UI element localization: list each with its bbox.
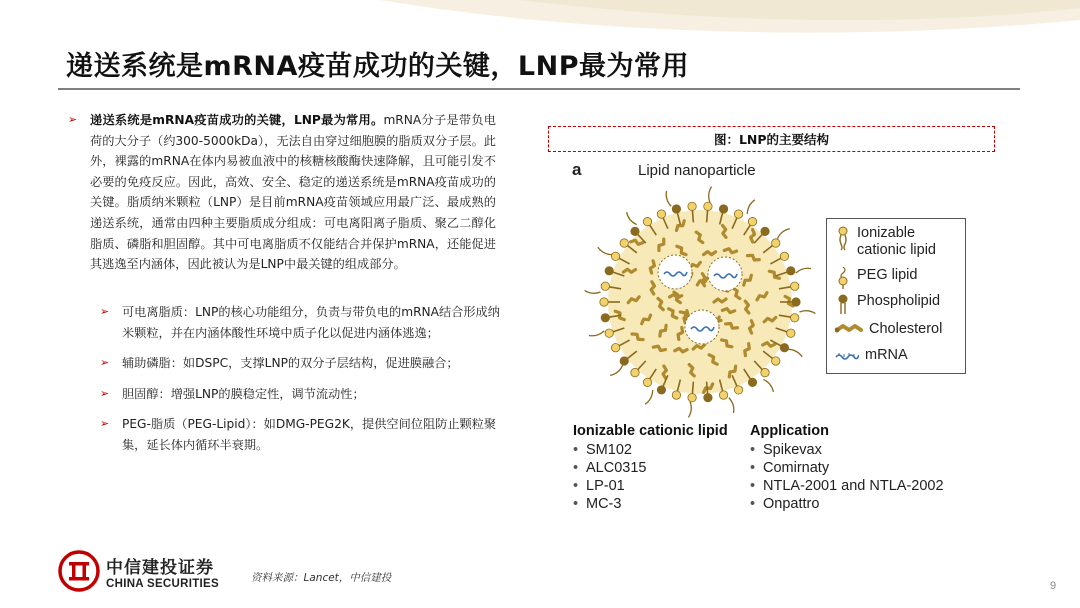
arrow-bullet-icon: ➢ <box>100 305 110 318</box>
lipid-head <box>780 343 788 351</box>
lipid-head <box>704 202 712 210</box>
lipid-head <box>761 227 769 235</box>
list-item: • LP-01 <box>573 477 646 495</box>
list-item: • SM102 <box>573 441 646 459</box>
peg-chain <box>709 187 712 203</box>
lipid-head <box>605 267 613 275</box>
sub-bullet-list <box>100 302 500 466</box>
lipid-head <box>657 386 665 394</box>
cholesterol-molecule <box>663 366 667 378</box>
company-logo <box>58 550 219 592</box>
lipid-head <box>601 282 609 290</box>
lipid-head <box>631 368 639 376</box>
list-item: • Comirnaty <box>750 459 944 477</box>
lipid-head <box>620 239 628 247</box>
lipid-head <box>734 210 742 218</box>
logo-chinese-name: 中信建投证券 <box>106 557 214 578</box>
legend-label: PEG lipid <box>857 267 918 283</box>
lipid-head <box>631 227 639 235</box>
cholesterol-molecule <box>745 301 749 313</box>
figure-caption: 图：LNP的主要结构 <box>548 126 995 152</box>
lipid-nanoparticle-diagram <box>580 182 820 422</box>
sub-bullet-text: PEG-脂质（PEG-Lipid）：如DMG-PEG2K，提供空间位阻防止颗粒聚集，延长体内循环半衰期。 <box>122 417 497 452</box>
cholesterol-molecule <box>723 225 726 237</box>
legend-label: mRNA <box>865 347 908 363</box>
lipid-head <box>611 343 619 351</box>
lipid-head <box>643 217 651 225</box>
lipid-head <box>688 202 696 210</box>
lipid-head <box>787 267 795 275</box>
sub-bullet-text: 辅助磷脂：如DSPC，支撑LNP的双分子层结构，促进膜融合； <box>122 356 459 371</box>
peg-chain <box>645 390 653 404</box>
lipid-head <box>790 282 798 290</box>
lipid-head <box>748 378 756 386</box>
diagram-legend <box>826 218 966 374</box>
lipid-head <box>672 391 680 399</box>
peg-chain <box>688 402 691 418</box>
mrna-icon <box>835 347 859 363</box>
main-bullet-text: mRNA分子是带负电荷的大分子（约300-5000kDa），无法自由穿过细胞膜的脂质双分子层。此外，裸露的mRNA在体内易被血液中的核糖核酸酶快速降解，且可能引发不必要的免疫反应。因此，高效、安全、稳定的递送系统是mRNA疫苗成功的关键。脂质纳米颗粒（LNP）是目前mRNA疫苗领域应用最广泛、最成熟的递送系统，通常由四种主要脂质成分组成：可电离阳离子脂质、聚乙二醇化脂质、磷脂和胆固醇。其中可电离脂质不仅能结合并保护mRNA，还能促进其逃逸至内涵体，因此被认为是LNP中最关键的组成部分。 <box>90 113 496 272</box>
peg-chain <box>627 212 637 224</box>
title-divider <box>58 88 1020 90</box>
sub-bullet-item <box>100 414 500 455</box>
main-bullet <box>68 110 496 275</box>
lipid-head <box>688 393 696 401</box>
peg-chain <box>729 398 734 413</box>
legend-item-phospholipid <box>835 293 940 315</box>
sub-bullet-text: 胆固醇：增强LNP的膜稳定性，调节流动性； <box>122 386 365 401</box>
peg-chain <box>796 268 811 273</box>
peg-chain <box>589 331 604 336</box>
application-heading: Application <box>750 423 829 439</box>
sub-bullet-item <box>100 353 500 374</box>
cholesterol-molecule <box>704 252 716 255</box>
legend-item-peg <box>835 267 917 289</box>
peg-lipid-icon <box>835 267 851 289</box>
page-number: 9 <box>1050 580 1057 592</box>
phospholipid-icon <box>835 293 851 315</box>
source-note: 资料来源：Lancet，中信建投 <box>251 572 392 584</box>
legend-label: Cholesterol <box>869 321 943 337</box>
legend-item-ionizable <box>835 225 957 259</box>
lipid-head <box>600 298 608 306</box>
list-item: • Onpattro <box>750 495 944 513</box>
lipid-head <box>787 329 795 337</box>
peg-chain <box>610 365 622 375</box>
application-list <box>750 441 944 513</box>
lipid-head <box>792 298 800 306</box>
lipid-head <box>780 252 788 260</box>
lipid-head <box>605 329 613 337</box>
list-item: • ALC0315 <box>573 459 646 477</box>
lipid-head <box>601 314 609 322</box>
lipid-head <box>772 239 780 247</box>
lipid-head <box>748 217 756 225</box>
legend-item-mrna <box>835 347 908 364</box>
arrow-bullet-icon: ➢ <box>100 386 110 400</box>
lipid-head <box>611 252 619 260</box>
ionizable-lipid-list <box>573 441 646 513</box>
lipid-head <box>643 378 651 386</box>
cholesterol-molecule <box>623 269 635 272</box>
lipid-head <box>790 314 798 322</box>
lipid-head <box>772 357 780 365</box>
peg-chain <box>788 349 802 357</box>
legend-label: Phospholipid <box>857 293 941 309</box>
cholesterol-icon <box>835 321 863 339</box>
legend-label: Ionizable cationic lipid <box>857 225 936 258</box>
sub-bullet-item <box>100 302 500 343</box>
peg-chain <box>763 379 773 391</box>
peg-chain <box>800 311 816 314</box>
list-item: • Spikevax <box>750 441 944 459</box>
lipid-head <box>734 386 742 394</box>
peg-chain <box>777 229 789 239</box>
peg-chain <box>747 200 755 214</box>
citic-logo-icon <box>58 550 100 592</box>
arrow-bullet-icon: ➢ <box>100 356 110 370</box>
cholesterol-molecule <box>714 299 726 302</box>
list-item: • MC-3 <box>573 495 646 513</box>
lipid-head <box>704 393 712 401</box>
legend-item-cholesterol <box>835 321 942 339</box>
arrow-bullet-icon: ➢ <box>100 417 110 431</box>
sub-bullet-item <box>100 384 500 405</box>
lipid-head <box>672 205 680 213</box>
lipid-head <box>761 368 769 376</box>
arrow-bullet-icon: ➢ <box>68 113 78 126</box>
list-item: • NTLA-2001 and NTLA-2002 <box>750 477 944 495</box>
ionizable-lipid-icon <box>835 225 851 251</box>
lipid-head <box>719 205 727 213</box>
slide-title: 递送系统是mRNA疫苗成功的关键，LNP最为常用 <box>66 51 690 82</box>
diagram-title: Lipid nanoparticle <box>638 162 756 179</box>
lipid-head <box>620 357 628 365</box>
cholesterol-molecule <box>651 282 655 294</box>
panel-letter: a <box>572 160 582 179</box>
lipid-head <box>719 391 727 399</box>
peg-chain <box>666 191 671 206</box>
logo-english-name: CHINA SECURITIES <box>106 577 219 590</box>
peg-chain <box>598 247 612 255</box>
peg-chain <box>585 290 601 293</box>
sub-bullet-text: 可电离脂质：LNP的核心功能组分，负责与带负电的mRNA结合形成纳米颗粒，并在内涵体酸性环境中质子化以促进内涵体逃逸； <box>122 305 500 340</box>
lipid-head <box>657 210 665 218</box>
main-bullet-lead: 递送系统是mRNA疫苗成功的关键，LNP最为常用。 <box>90 113 384 127</box>
ionizable-lipid-heading: Ionizable cationic lipid <box>573 423 728 439</box>
